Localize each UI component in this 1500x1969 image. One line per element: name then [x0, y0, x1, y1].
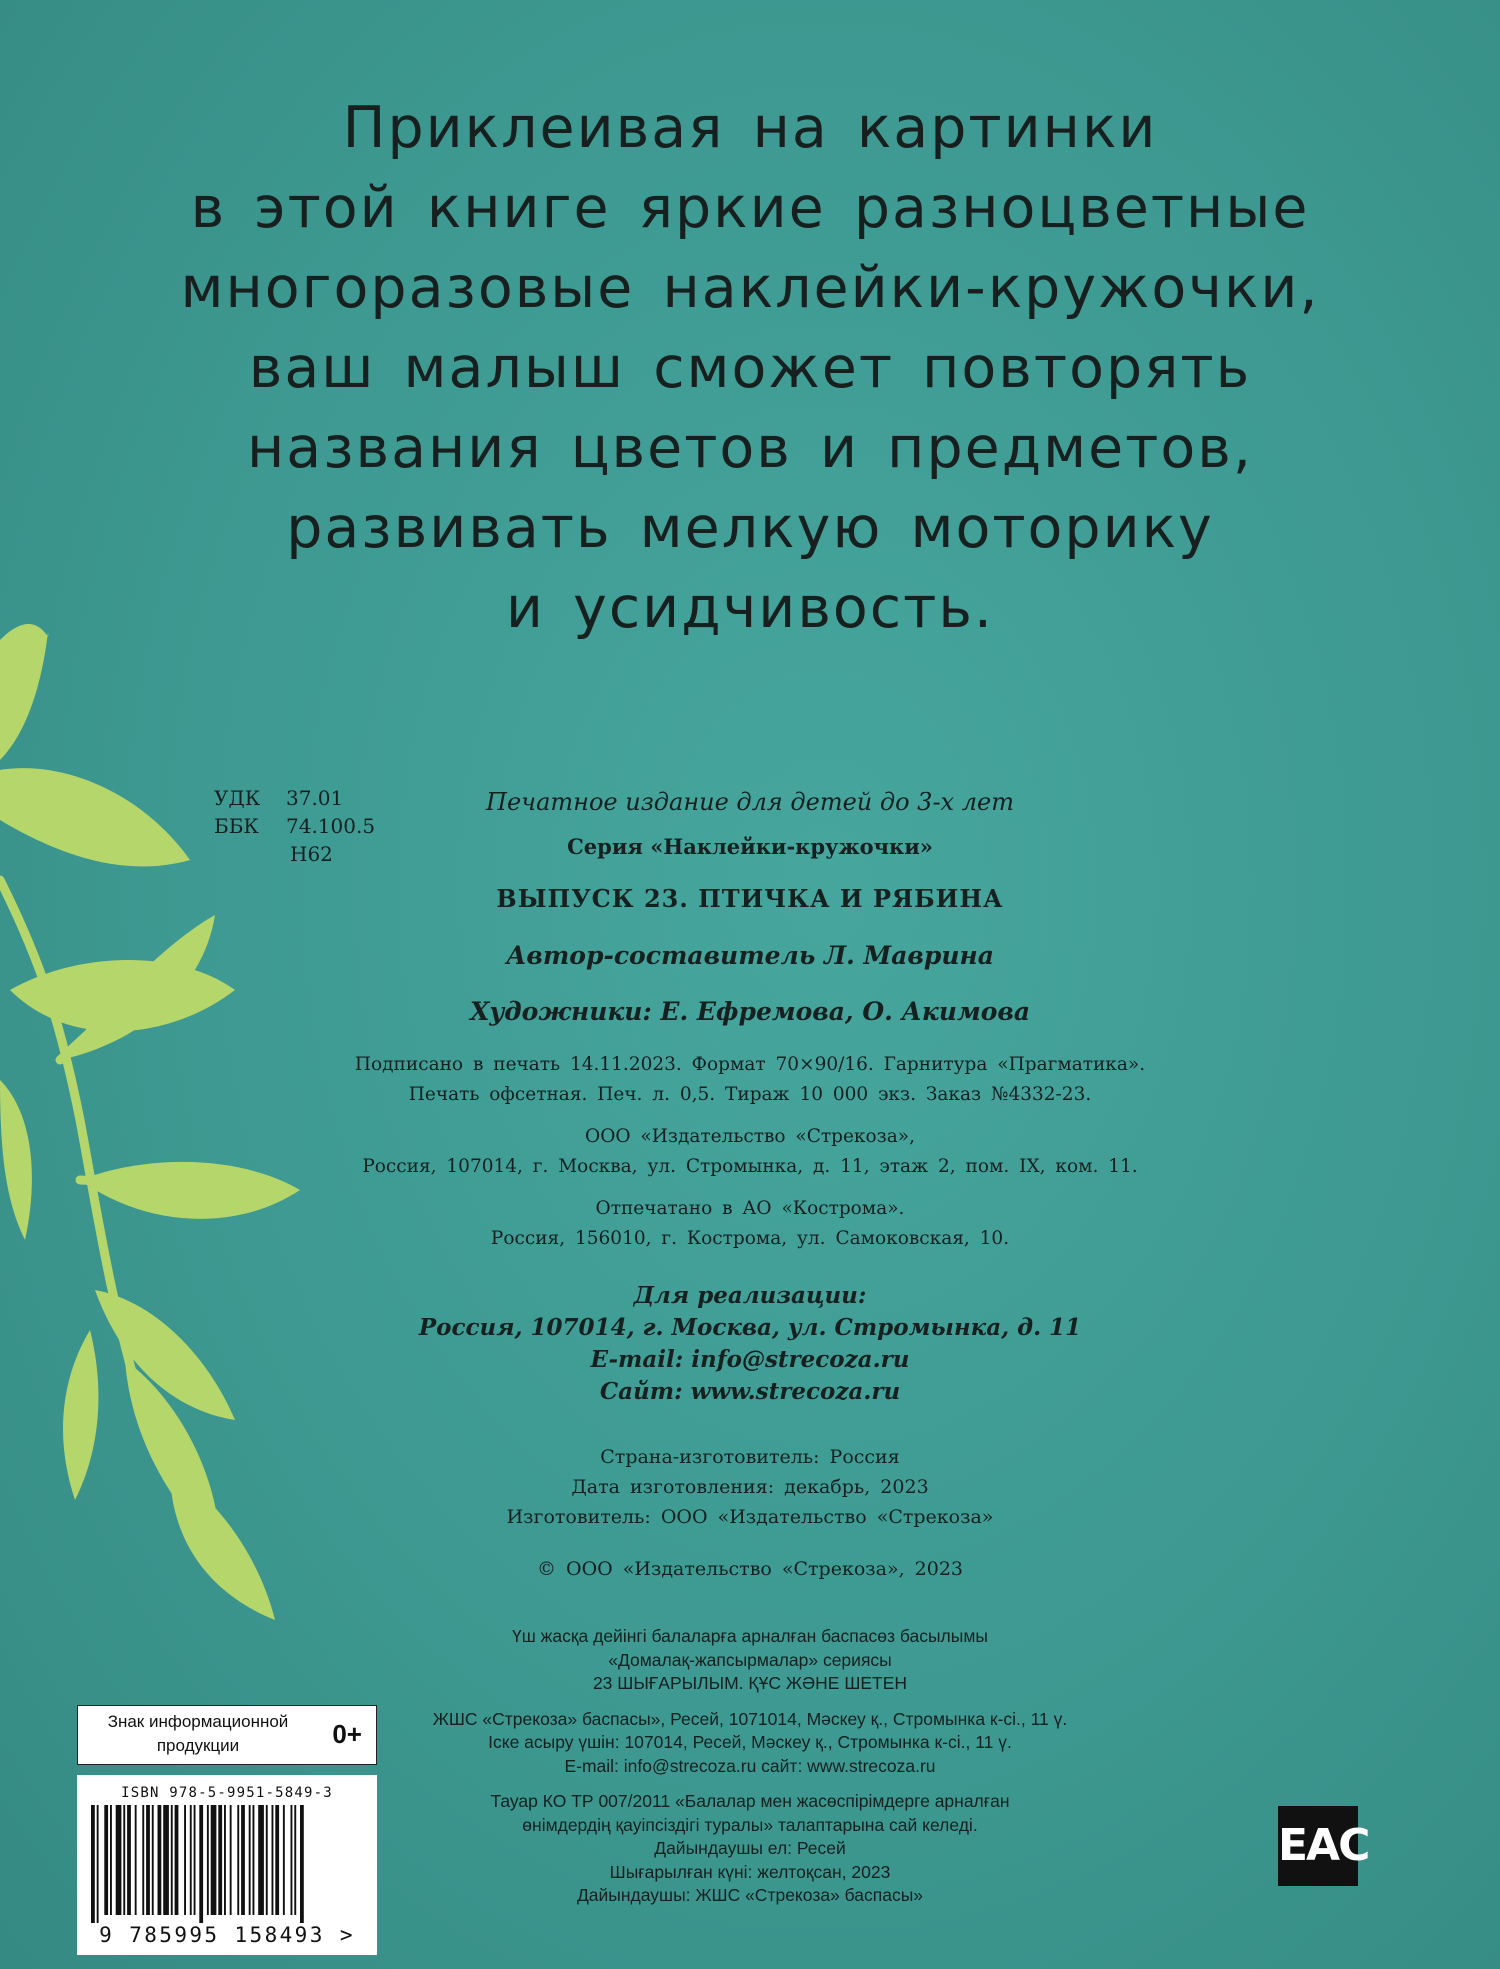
- manufacturer-line: Страна-изготовитель: Россия: [600, 1446, 900, 1468]
- barcode-bar: [135, 1805, 137, 1915]
- barcode-bar: [104, 1805, 108, 1915]
- barcode-bar: [266, 1805, 268, 1915]
- barcode-bars: [77, 1805, 377, 1925]
- leaf: [63, 1330, 98, 1500]
- barcode-bar: [97, 1805, 99, 1923]
- barcode-bar: [163, 1805, 169, 1915]
- sales-email: E-mail: info@strecoza.ru: [590, 1346, 910, 1373]
- bbk-label: ББК: [214, 814, 259, 838]
- kazakh-line: өнімдердің қауіпсіздігі туралы» талаптарына сай келеді.: [522, 1814, 978, 1835]
- intro-line: названия цветов и предметов,: [247, 415, 1253, 481]
- barcode-bar: [249, 1805, 251, 1915]
- barcode-bar: [207, 1805, 209, 1915]
- kazakh-line: Шығарылған күні: желтоқсан, 2023: [609, 1861, 891, 1882]
- barcode-bar: [110, 1805, 112, 1915]
- leaf: [0, 1080, 32, 1240]
- print-details-line: Печать офсетная. Печ. л. 0,5. Тираж 10 000 экз. Заказ №4332-23.: [408, 1084, 1092, 1105]
- artists-line: Художники: Е. Ефремова, О. Акимова: [469, 997, 1031, 1026]
- kazakh-info: [220, 1625, 1280, 1908]
- barcode-bar: [152, 1805, 154, 1915]
- eac-certification-icon: EAC: [1278, 1806, 1358, 1886]
- intro-line: и усидчивость.: [505, 575, 995, 641]
- series-title: Серия «Наклейки-кружочки»: [567, 834, 933, 859]
- barcode-bar: [258, 1805, 264, 1915]
- barcode-bar: [211, 1805, 217, 1915]
- manufacturer-line: Дата изготовления: декабрь, 2023: [571, 1476, 929, 1498]
- barcode-bar: [275, 1805, 279, 1915]
- barcode-bar: [199, 1805, 203, 1923]
- barcode-bar: [142, 1805, 144, 1915]
- issue-title: ВЫПУСК 23. ПТИЧКА И РЯБИНА: [496, 884, 1004, 913]
- barcode-bar: [158, 1805, 162, 1915]
- author-mark: Н62: [290, 842, 333, 866]
- barcode-bar: [146, 1805, 150, 1915]
- barcode-bar: [190, 1805, 192, 1915]
- intro-line: ваш малыш сможет повторять: [248, 335, 1252, 401]
- barcode-bar: [291, 1805, 293, 1915]
- intro-line: многоразовые наклейки-кружочки,: [180, 255, 1320, 321]
- age-note: Печатное издание для детей до 3-х лет: [486, 788, 1014, 816]
- sales-line: Россия, 107014, г. Москва, ул. Стромынка, д. 11: [418, 1314, 1082, 1341]
- bbk-value: 74.100.5: [286, 814, 376, 838]
- copyright-line: © ООО «Издательство «Стрекоза», 2023: [536, 1558, 964, 1580]
- barcode-bar: [218, 1805, 222, 1915]
- kazakh-line: «Домалақ-жапсырмалар» сериясы: [608, 1649, 892, 1670]
- barcode-bar: [241, 1805, 245, 1915]
- leaf: [0, 624, 48, 760]
- kazakh-line: ЖШС «Стрекоза» баспасы», Ресей, 1071014, Мәскеу қ., Стромынка к-сі., 11 ү.: [432, 1708, 1068, 1729]
- kazakh-line: 23 ШЫҒАРЫЛЫМ. ҚҰС ЖӘНЕ ШЕТЕН: [592, 1673, 908, 1693]
- barcode-bar: [224, 1805, 226, 1915]
- udk-label: УДК: [214, 786, 261, 810]
- age-rating: 0+: [332, 1719, 362, 1749]
- publisher-line: Россия, 107014, г. Москва, ул. Стромынка, д. 11, этаж 2, пом. IX, ком. 11.: [362, 1156, 1138, 1177]
- print-details-line: Подписано в печать 14.11.2023. Формат 70×90/16. Гарнитура «Прагматика».: [354, 1054, 1146, 1075]
- printer-line: Россия, 156010, г. Кострома, ул. Самоковская, 10.: [490, 1228, 1010, 1249]
- barcode-bar: [91, 1805, 95, 1923]
- intro-line: в этой книге яркие разноцветные: [190, 175, 1310, 241]
- intro-text: [120, 88, 1380, 648]
- publisher-line: ООО «Издательство «Стрекоза»,: [585, 1126, 915, 1147]
- udk-value: 37.01: [286, 786, 344, 810]
- leaf: [0, 768, 190, 866]
- kazakh-line: Тауар КО ТР 007/2011 «Балалар мен жасөспірімдерге арналған: [490, 1791, 1010, 1811]
- kazakh-line: Дайындаушы ел: Ресей: [654, 1838, 846, 1858]
- barcode: [77, 1775, 377, 1955]
- printer-line: Отпечатано в АО «Кострома».: [595, 1198, 905, 1219]
- barcode-bar: [184, 1805, 186, 1915]
- printer-info: [220, 1194, 1280, 1254]
- barcode-bar: [230, 1805, 232, 1915]
- intro-line: Приклеивая на картинки: [342, 95, 1158, 161]
- info-label-text: [78, 1710, 318, 1758]
- barcode-bar: [237, 1805, 239, 1915]
- barcode-bar: [294, 1805, 296, 1915]
- info-label-line: продукции: [156, 1736, 240, 1755]
- manufacturer-info: [220, 1442, 1280, 1532]
- barcode-bar: [300, 1805, 304, 1923]
- barcode-bar: [171, 1805, 173, 1915]
- kazakh-line: Дайындаушы: ЖШС «Стрекоза» баспасы»: [576, 1885, 924, 1905]
- kazakh-line: Үш жасқа дейінгі балаларға арналған баспасөз басылымы: [512, 1626, 988, 1646]
- info-product-label: [77, 1705, 377, 1765]
- intro-line: развивать мелкую моторику: [286, 495, 1214, 561]
- barcode-bar: [127, 1805, 131, 1915]
- manufacturer-line: Изготовитель: ООО «Издательство «Стрекоза»: [506, 1506, 994, 1528]
- author-line: Автор-составитель Л. Маврина: [506, 941, 994, 970]
- kazakh-line: Іске асыру үшін: 107014, Ресей, Мәскеу қ., Стромынка к-сі., 11 ү.: [488, 1732, 1012, 1752]
- barcode-bar: [253, 1805, 255, 1915]
- barcode-bar: [116, 1805, 122, 1915]
- barcode-bar: [272, 1805, 274, 1915]
- ean-number: 9 785995 158493 >: [99, 1923, 355, 1947]
- barcode-bar: [123, 1805, 125, 1915]
- kazakh-line: E-mail: info@strecoza.ru сайт: www.strecoza.ru: [564, 1755, 936, 1776]
- sales-contact: [220, 1280, 1280, 1408]
- print-details: [220, 1050, 1280, 1110]
- sales-website: Сайт: www.strecoza.ru: [599, 1378, 901, 1405]
- barcode-bar: [194, 1805, 196, 1915]
- info-label-line: Знак информационной: [107, 1712, 289, 1731]
- barcode-bar: [175, 1805, 179, 1915]
- publisher-info: [220, 1122, 1280, 1182]
- barcode-bar: [283, 1805, 285, 1915]
- sales-line: Для реализации:: [633, 1282, 867, 1309]
- isbn-number: ISBN 978-5-9951-5849-3: [121, 1785, 333, 1801]
